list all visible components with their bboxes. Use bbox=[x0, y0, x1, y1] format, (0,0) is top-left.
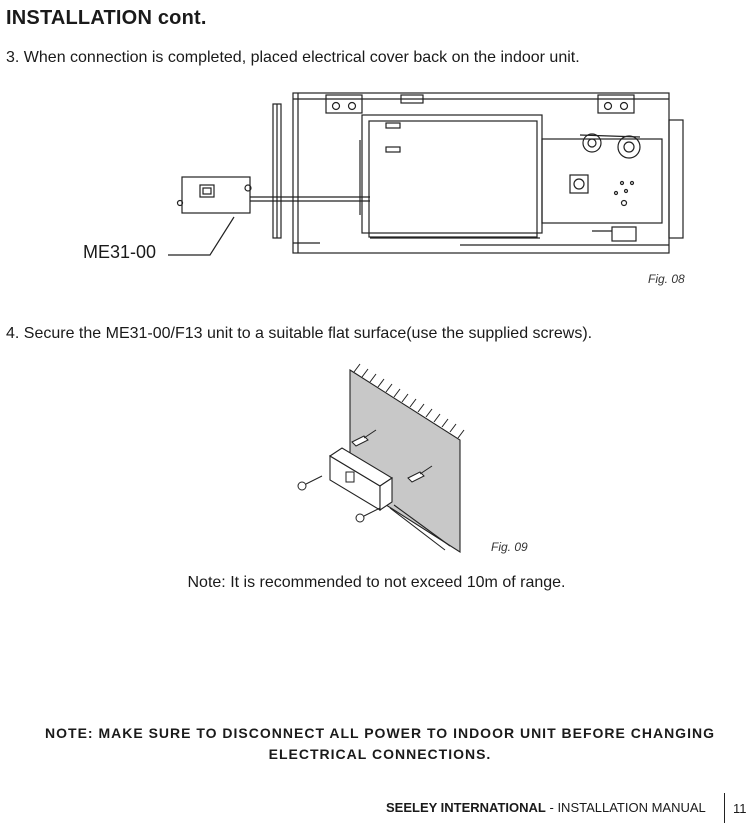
page-number: 11 bbox=[733, 801, 747, 816]
figure-08-caption: Fig. 08 bbox=[648, 272, 685, 286]
figure-09-caption: Fig. 09 bbox=[491, 540, 528, 554]
step-3-instruction: 3. When connection is completed, placed electrical cover back on the indoor unit. bbox=[6, 49, 580, 66]
power-warning-line-1: NOTE: MAKE SURE TO DISCONNECT ALL POWER TO INDOOR UNIT BEFORE CHANGING bbox=[45, 725, 715, 741]
step-4-instruction: 4. Secure the ME31-00/F13 unit to a suitable flat surface(use the supplied screws). bbox=[6, 325, 593, 342]
figure-08-indoor-unit-diagram bbox=[160, 85, 700, 260]
footer-brand-name: SEELEY INTERNATIONAL bbox=[386, 800, 546, 815]
receiver-callout-label: ME31-00 bbox=[83, 242, 157, 262]
range-note: Note: It is recommended to not exceed 10m of range. bbox=[187, 574, 566, 591]
power-warning bbox=[20, 723, 740, 765]
footer-divider bbox=[724, 793, 725, 823]
page-title: INSTALLATION cont. bbox=[6, 7, 207, 29]
footer-manual-title bbox=[386, 800, 706, 815]
footer-separator: - bbox=[545, 800, 558, 815]
figure-09-wall-mounting-diagram bbox=[290, 360, 480, 555]
footer-manual-name: INSTALLATION MANUAL bbox=[557, 800, 706, 815]
power-warning-line-2: ELECTRICAL CONNECTIONS. bbox=[268, 746, 492, 762]
